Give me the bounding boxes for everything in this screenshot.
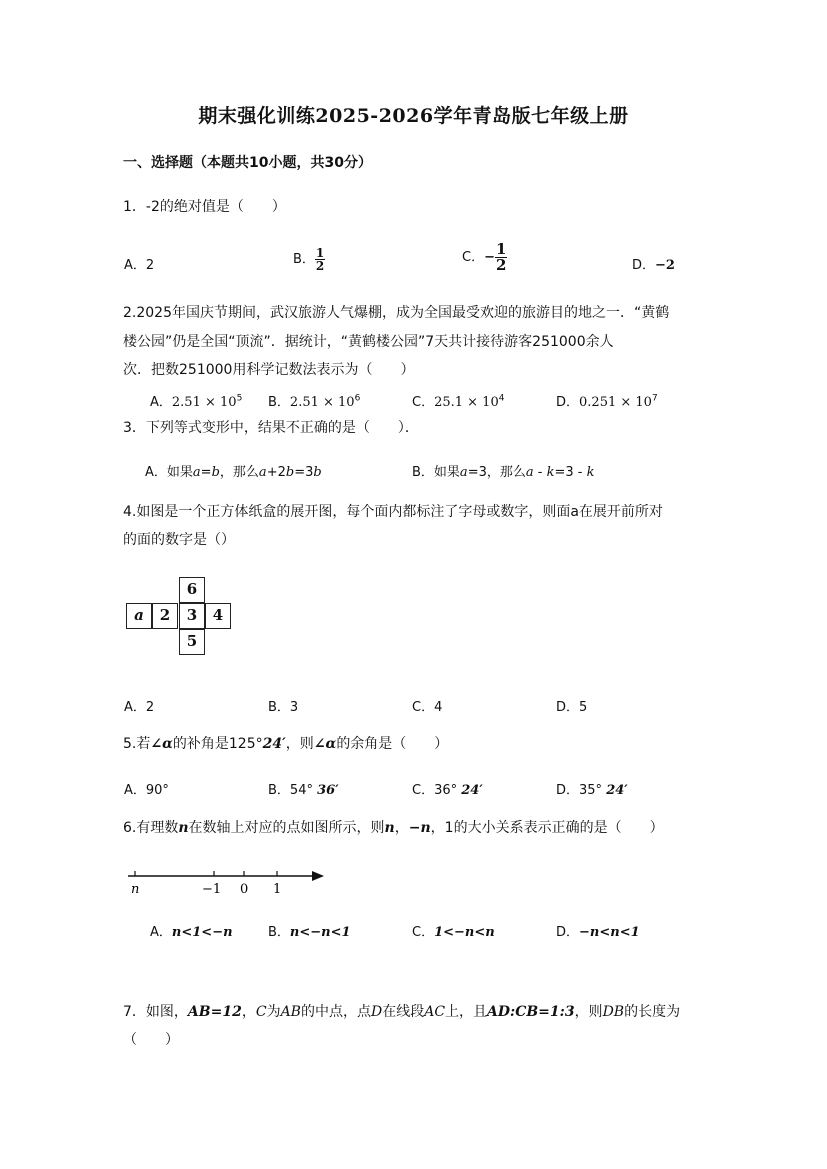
q4-option-c: C．4 (412, 700, 443, 715)
q6-option-a: A．n<1<−n (150, 925, 233, 940)
q4-option-a: A．2 (124, 700, 155, 715)
question-5-stem: 5.若∠α的补角是125°24′，则∠α的余角是（ ） (123, 736, 449, 752)
question-4-line-2: 的面的数字是（） (123, 532, 235, 548)
q2-option-b: B．$2.51 \times 10^6$ (268, 393, 361, 410)
net-face-right: 4 (205, 603, 231, 629)
q5-option-d: D．35° 24′ (556, 783, 628, 798)
question-1-stem: 1．-2的绝对值是（ ） (123, 199, 286, 215)
question-7-line-1: 7．如图，AB=12，C为AB的中点，点D在线段AC上，且AD:CB=1:3，则DB的长度为 (123, 1004, 681, 1020)
question-6-stem: 6.有理数n在数轴上对应的点如图所示，则n，−n，1的大小关系表示正确的是（ ） (123, 820, 664, 836)
q5-option-b: B．54° 36′ (268, 783, 339, 798)
page-title: 期末强化训练2025-2026学年青岛版七年级上册 (198, 105, 629, 127)
axis-label-zero: 0 (240, 882, 249, 897)
q3-option-a: A．如果a=b，那么a+2b=3b (145, 465, 322, 480)
axis-label-one: 1 (273, 882, 282, 897)
net-face-center: 3 (179, 603, 205, 629)
net-face-2: 2 (152, 603, 178, 629)
q2-option-c: C．$25.1 \times 10^4$ (412, 393, 505, 410)
q3-option-b: B．如果a=3，那么a - k=3 - k (412, 465, 595, 480)
q4-option-b: B．3 (268, 700, 299, 715)
q5-option-a: A．90° (124, 783, 169, 798)
q2-option-a: A．$2.51 \times 10^5$ (150, 393, 243, 410)
question-7-line-2: （ ） (123, 1032, 179, 1048)
question-4-line-1: 4.如图是一个正方体纸盒的展开图，每个面内都标注了字母或数字，则面a在展开前所对 (123, 504, 663, 520)
q4-option-d: D．5 (556, 700, 588, 715)
net-face-bottom: 5 (179, 629, 205, 655)
q1-option-d: D．−2 (632, 258, 675, 273)
axis-label-minus-one: −1 (202, 882, 222, 897)
number-line-arrow (312, 871, 324, 881)
question-2-line-2: 楼公园”仍是全国“顶流”．据统计，“黄鹤楼公园”7天共计接待游客251000余人 (123, 334, 614, 350)
axis-label-n: n (131, 882, 140, 897)
q6-option-b: B．n<−n<1 (268, 925, 351, 940)
net-face-top: 6 (179, 577, 205, 603)
q1-option-a: A．2 (124, 258, 155, 273)
net-face-a: a (126, 603, 152, 629)
question-2-line-3: 次．把数251000用科学记数法表示为（ ） (123, 362, 415, 378)
q6-option-c: C．1<−n<n (412, 925, 495, 940)
q5-option-c: C．36° 24′ (412, 783, 483, 798)
number-line-figure (120, 860, 330, 900)
q2-option-d: D．$0.251 \times 10^7$ (556, 393, 658, 410)
q1-option-c: C．− $\frac{1}{2}$ (462, 240, 507, 274)
question-2-line-1: 2.2025年国庆节期间，武汉旅游人气爆棚，成为全国最受欢迎的旅游目的地之一．“黄鹤 (123, 305, 670, 321)
section-heading: 一、选择题（本题共10小题，共30分） (123, 155, 372, 171)
question-3-stem: 3．下列等式变形中，结果不正确的是（ ）． (123, 420, 419, 436)
q6-option-d: D．−n<n<1 (556, 925, 640, 940)
q1-option-b: B． $\frac{1}{2}$ (293, 246, 325, 273)
